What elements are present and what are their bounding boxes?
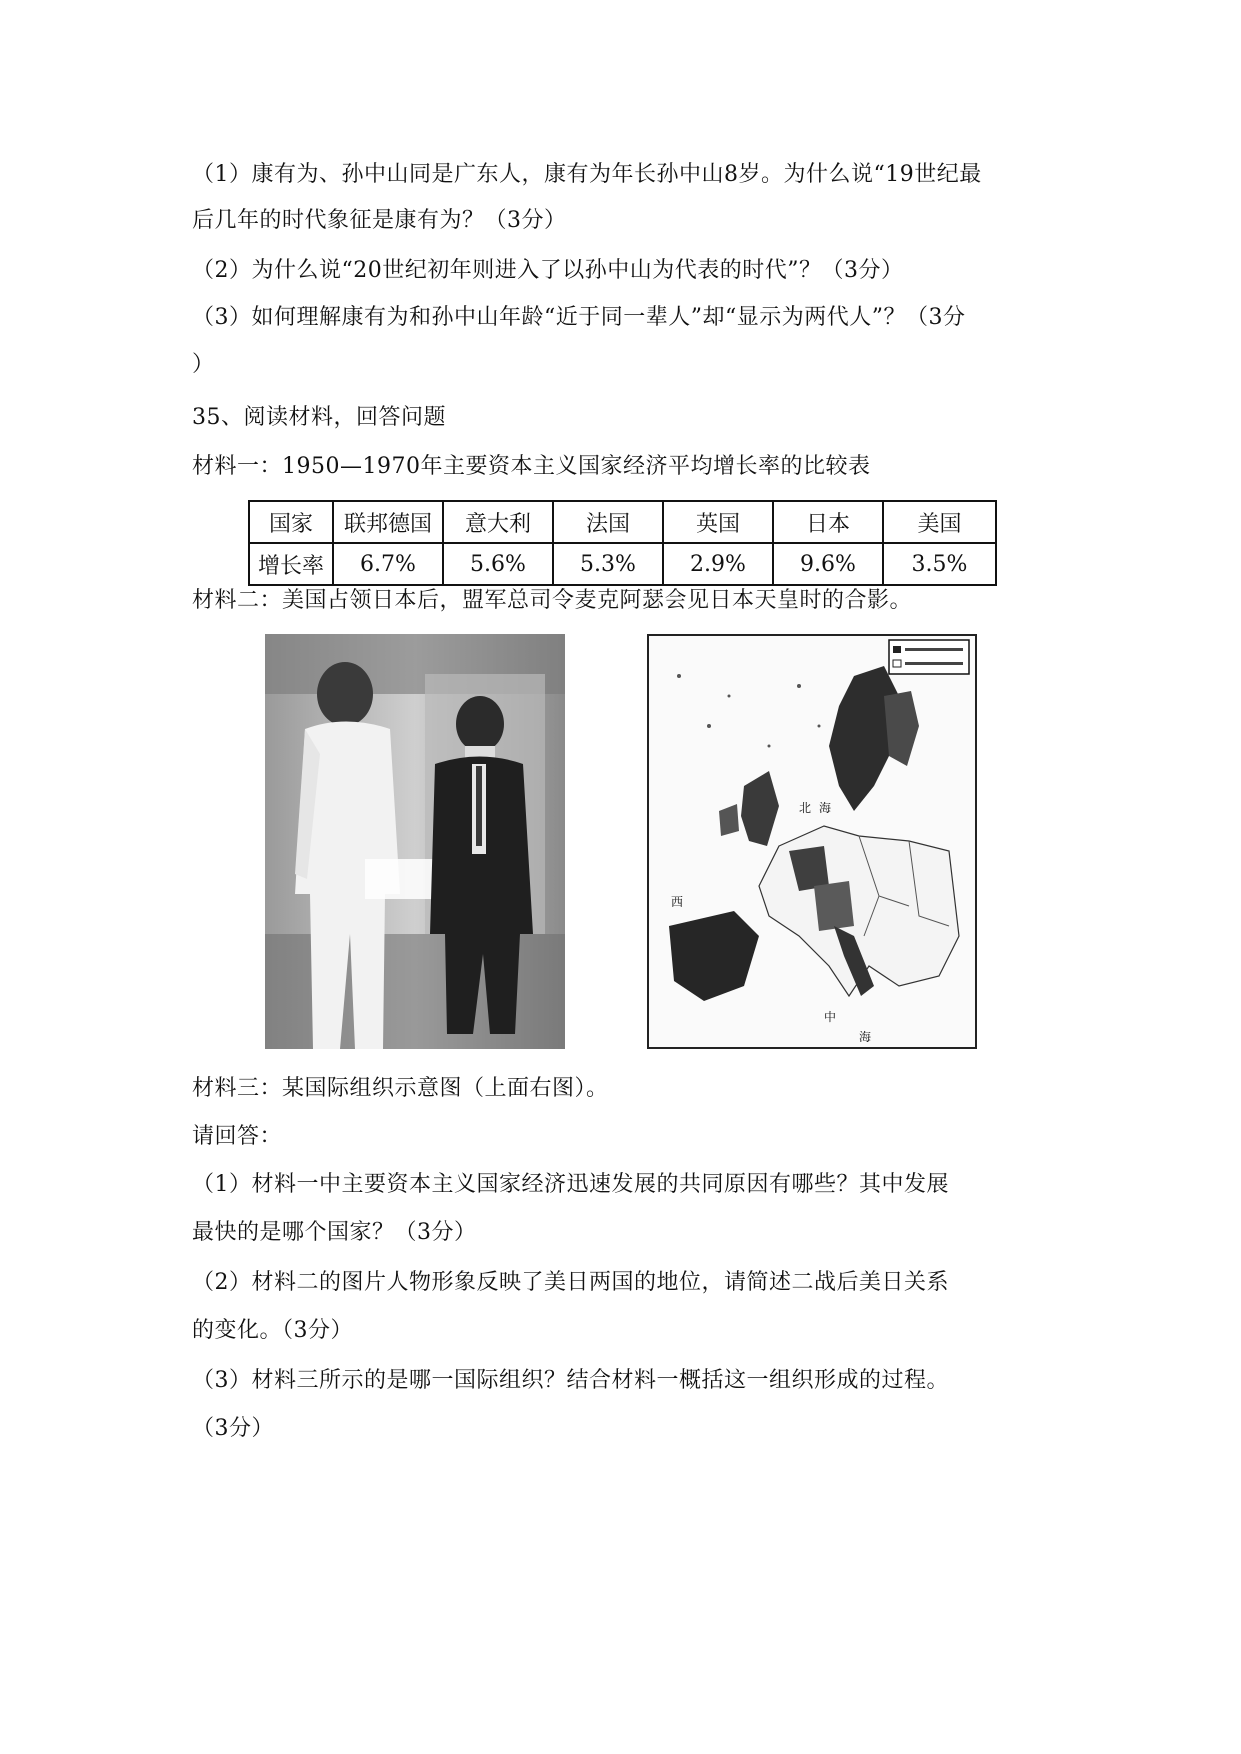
q34-part3-line1: （3）如何理解康有为和孙中山年龄“近于同一辈人”却“显示为两代人”？（3分 [192, 305, 966, 330]
table-header-row [249, 501, 996, 543]
country-cell: 联邦德国 [333, 501, 443, 543]
map-label-north: 北 [799, 801, 812, 815]
map-drawing [649, 636, 975, 1047]
map-label-middle: 中 [824, 1010, 837, 1024]
macarthur-emperor-photo [265, 634, 565, 1049]
material-one-caption: 材料一：1950—1970年主要资本主义国家经济平均增长率的比较表 [192, 454, 871, 479]
q35-part3-line1: （3）材料三所示的是哪一国际组织？结合材料一概括这一组织形成的过程。 [192, 1368, 949, 1393]
rate-cell: 5.3% [553, 543, 663, 585]
country-cell: 意大利 [443, 501, 553, 543]
rate-cell: 3.5% [883, 543, 996, 585]
map-legend-box [889, 640, 969, 674]
rate-cell: 2.9% [663, 543, 773, 585]
rate-cell: 5.6% [443, 543, 553, 585]
photo-drawing [265, 634, 565, 1049]
rate-cell: 6.7% [333, 543, 443, 585]
rate-cell: 9.6% [773, 543, 883, 585]
material-three-caption: 材料三：某国际组织示意图（上面右图）。 [192, 1076, 609, 1101]
q34-part1-line1: （1）康有为、孙中山同是广东人，康有为年长孙中山8岁。为什么说“19世纪最 [192, 162, 982, 187]
q35-title: 35、阅读材料，回答问题 [192, 405, 446, 430]
q35-part2-line1: （2）材料二的图片人物形象反映了美日两国的地位，请简述二战后美日关系 [192, 1270, 949, 1295]
q34-part2: （2）为什么说“20世纪初年则进入了以孙中山为代表的时代”？（3分） [192, 258, 904, 283]
material-two-caption: 材料二：美国占领日本后，盟军总司令麦克阿瑟会见日本天皇时的合影。 [192, 588, 913, 613]
q35-part1-line2: 最快的是哪个国家？（3分） [192, 1220, 477, 1245]
q34-part1-line2: 后几年的时代象征是康有为？（3分） [192, 208, 567, 233]
answer-prompt: 请回答： [192, 1124, 283, 1149]
q34-part3-line2: ） [192, 352, 215, 377]
map-label-west: 西 [671, 895, 684, 909]
country-cell: 美国 [883, 501, 996, 543]
growth-rate-table [248, 500, 997, 586]
table-rate-row [249, 543, 996, 585]
country-cell: 日本 [773, 501, 883, 543]
header-label-cell: 国家 [249, 501, 333, 543]
map-label-sea-south: 海 [859, 1030, 872, 1044]
country-cell: 法国 [553, 501, 663, 543]
map-label-sea: 海 [819, 801, 832, 815]
q35-part1-line1: （1）材料一中主要资本主义国家经济迅速发展的共同原因有哪些？其中发展 [192, 1172, 949, 1197]
country-cell: 英国 [663, 501, 773, 543]
europe-organization-map [647, 634, 977, 1049]
q35-part2-line2: 的变化。（3分） [192, 1318, 353, 1343]
row-label-cell: 增长率 [249, 543, 333, 585]
q35-part3-line2: （3分） [192, 1416, 274, 1441]
